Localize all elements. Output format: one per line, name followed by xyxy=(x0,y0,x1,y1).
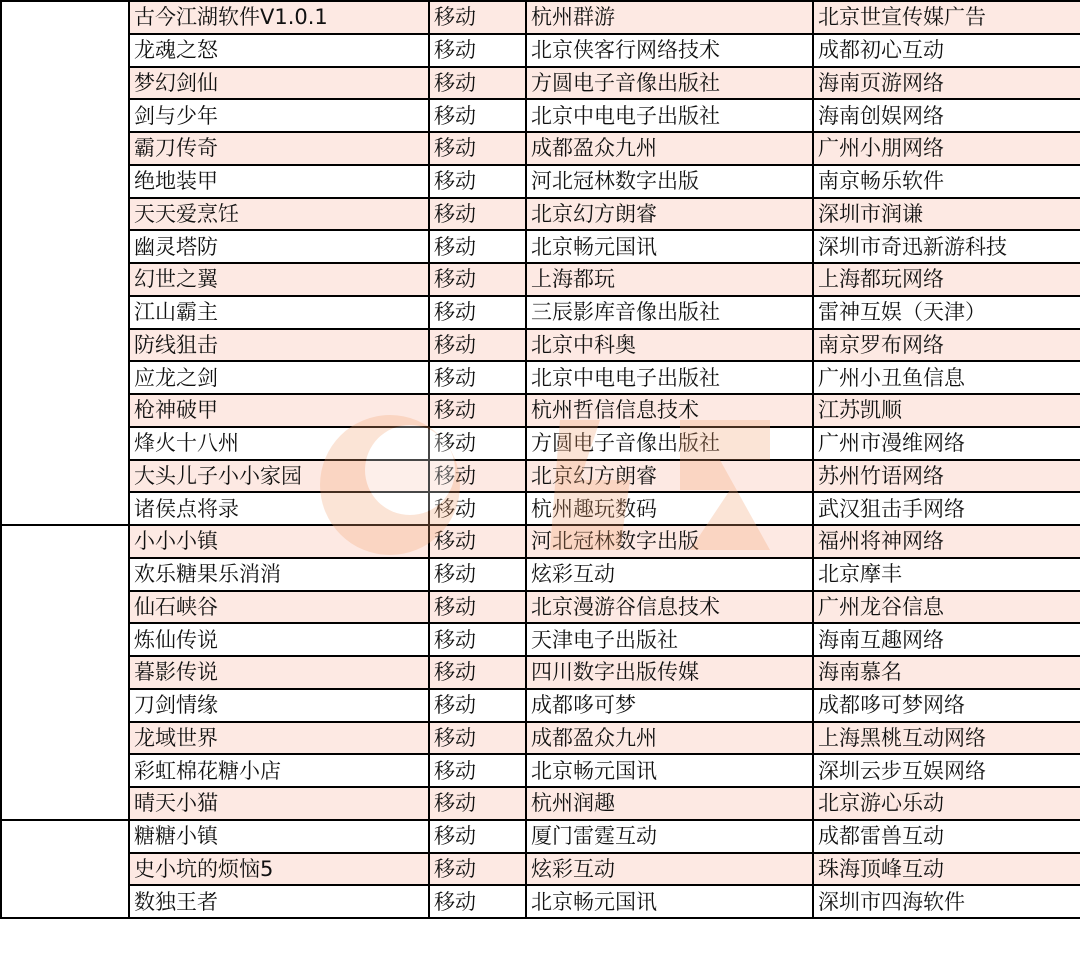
table-row xyxy=(1,656,1080,689)
operator-cell[interactable]: 北京摩丰 xyxy=(813,558,1080,591)
platform-cell[interactable]: 移动 xyxy=(429,99,526,132)
publisher-cell[interactable]: 成都盈众九州 xyxy=(526,132,813,165)
platform-cell[interactable]: 移动 xyxy=(429,460,526,493)
platform-cell[interactable]: 移动 xyxy=(429,656,526,689)
publisher-cell[interactable]: 杭州趣玩数码 xyxy=(526,492,813,525)
publisher-cell[interactable]: 北京畅元国讯 xyxy=(526,754,813,787)
operator-cell[interactable]: 上海黑桃互动网络 xyxy=(813,722,1080,755)
publisher-cell[interactable]: 成都盈众九州 xyxy=(526,722,813,755)
publisher-cell[interactable]: 三辰影库音像出版社 xyxy=(526,296,813,329)
publisher-cell[interactable]: 炫彩互动 xyxy=(526,558,813,591)
operator-cell[interactable]: 武汉狙击手网络 xyxy=(813,492,1080,525)
table-row xyxy=(1,525,1080,558)
platform-cell[interactable]: 移动 xyxy=(429,394,526,427)
game-name-cell[interactable]: 糖糖小镇 xyxy=(129,820,429,853)
operator-cell[interactable]: 北京世宣传媒广告 xyxy=(813,1,1080,34)
table-row xyxy=(1,689,1080,722)
game-name-cell[interactable]: 刀剑情缘 xyxy=(129,689,429,722)
publisher-cell[interactable]: 北京幻方朗睿 xyxy=(526,460,813,493)
platform-cell[interactable]: 移动 xyxy=(429,787,526,820)
operator-cell[interactable]: 海南页游网络 xyxy=(813,67,1080,100)
operator-cell[interactable]: 雷神互娱（天津） xyxy=(813,296,1080,329)
game-name-cell[interactable]: 小小小镇 xyxy=(129,525,429,558)
game-name-cell[interactable]: 幻世之翼 xyxy=(129,263,429,296)
game-name-cell[interactable]: 数独王者 xyxy=(129,885,429,918)
publisher-cell[interactable]: 北京畅元国讯 xyxy=(526,230,813,263)
game-name-cell[interactable]: 欢乐糖果乐消消 xyxy=(129,558,429,591)
game-name-cell[interactable]: 幽灵塔防 xyxy=(129,230,429,263)
operator-cell[interactable]: 南京罗布网络 xyxy=(813,329,1080,362)
publisher-cell[interactable]: 厦门雷霆互动 xyxy=(526,820,813,853)
publisher-cell[interactable]: 四川数字出版传媒 xyxy=(526,656,813,689)
publisher-cell[interactable]: 上海都玩 xyxy=(526,263,813,296)
platform-cell[interactable]: 移动 xyxy=(429,296,526,329)
table-row xyxy=(1,460,1080,493)
publisher-cell[interactable]: 成都哆可梦 xyxy=(526,689,813,722)
game-name-cell[interactable]: 彩虹棉花糖小店 xyxy=(129,754,429,787)
table-row xyxy=(1,99,1080,132)
game-name-cell[interactable]: 史小坑的烦恼5 xyxy=(129,853,429,886)
table-row xyxy=(1,853,1080,886)
platform-cell[interactable]: 移动 xyxy=(429,623,526,656)
table-row xyxy=(1,885,1080,918)
operator-cell[interactable]: 成都哆可梦网络 xyxy=(813,689,1080,722)
operator-cell[interactable]: 成都雷兽互动 xyxy=(813,820,1080,853)
table-row xyxy=(1,329,1080,362)
group-cell[interactable] xyxy=(1,1,129,525)
operator-cell[interactable]: 海南慕名 xyxy=(813,656,1080,689)
publisher-cell[interactable]: 杭州哲信信息技术 xyxy=(526,394,813,427)
table-row xyxy=(1,558,1080,591)
operator-cell[interactable]: 深圳市润谦 xyxy=(813,198,1080,231)
platform-cell[interactable]: 移动 xyxy=(429,853,526,886)
operator-cell[interactable]: 深圳云步互娱网络 xyxy=(813,754,1080,787)
table-row xyxy=(1,361,1080,394)
publisher-cell[interactable]: 北京中科奥 xyxy=(526,329,813,362)
table-row xyxy=(1,394,1080,427)
operator-cell[interactable]: 广州小丑鱼信息 xyxy=(813,361,1080,394)
game-name-cell[interactable]: 枪神破甲 xyxy=(129,394,429,427)
operator-cell[interactable]: 南京畅乐软件 xyxy=(813,165,1080,198)
operator-cell[interactable]: 海南创娱网络 xyxy=(813,99,1080,132)
platform-cell[interactable]: 移动 xyxy=(429,591,526,624)
table-row xyxy=(1,492,1080,525)
table-row xyxy=(1,67,1080,100)
table-row xyxy=(1,427,1080,460)
publisher-cell[interactable]: 河北冠林数字出版 xyxy=(526,165,813,198)
platform-cell[interactable]: 移动 xyxy=(429,198,526,231)
table-row xyxy=(1,623,1080,656)
game-name-cell[interactable]: 江山霸主 xyxy=(129,296,429,329)
publisher-cell[interactable]: 天津电子出版社 xyxy=(526,623,813,656)
game-name-cell[interactable]: 炼仙传说 xyxy=(129,623,429,656)
platform-cell[interactable]: 移动 xyxy=(429,230,526,263)
game-name-cell[interactable]: 龙域世界 xyxy=(129,722,429,755)
game-name-cell[interactable]: 晴天小猫 xyxy=(129,787,429,820)
operator-cell[interactable]: 珠海顶峰互动 xyxy=(813,853,1080,886)
table-row xyxy=(1,263,1080,296)
operator-cell[interactable]: 广州市漫维网络 xyxy=(813,427,1080,460)
table-row xyxy=(1,722,1080,755)
table-row xyxy=(1,787,1080,820)
table-row xyxy=(1,165,1080,198)
platform-cell[interactable]: 移动 xyxy=(429,361,526,394)
publisher-cell[interactable]: 河北冠林数字出版 xyxy=(526,525,813,558)
game-name-cell[interactable]: 剑与少年 xyxy=(129,99,429,132)
platform-cell[interactable]: 移动 xyxy=(429,34,526,67)
game-name-cell[interactable]: 烽火十八州 xyxy=(129,427,429,460)
game-name-cell[interactable]: 诸侯点将录 xyxy=(129,492,429,525)
platform-cell[interactable]: 移动 xyxy=(429,1,526,34)
platform-cell[interactable]: 移动 xyxy=(429,492,526,525)
table-row xyxy=(1,296,1080,329)
operator-cell[interactable]: 深圳市四海软件 xyxy=(813,885,1080,918)
platform-cell[interactable]: 移动 xyxy=(429,329,526,362)
table-row xyxy=(1,820,1080,853)
operator-cell[interactable]: 海南互趣网络 xyxy=(813,623,1080,656)
platform-cell[interactable]: 移动 xyxy=(429,132,526,165)
operator-cell[interactable]: 苏州竹语网络 xyxy=(813,460,1080,493)
game-name-cell[interactable]: 古今江湖软件V1.0.1 xyxy=(129,1,429,34)
publisher-cell[interactable]: 方圆电子音像出版社 xyxy=(526,427,813,460)
operator-cell[interactable]: 成都初心互动 xyxy=(813,34,1080,67)
operator-cell[interactable]: 上海都玩网络 xyxy=(813,263,1080,296)
game-name-cell[interactable]: 应龙之剑 xyxy=(129,361,429,394)
game-name-cell[interactable]: 天天爱烹饪 xyxy=(129,198,429,231)
operator-cell[interactable]: 北京游心乐动 xyxy=(813,787,1080,820)
game-name-cell[interactable]: 仙石峡谷 xyxy=(129,591,429,624)
table-row xyxy=(1,591,1080,624)
platform-cell[interactable]: 移动 xyxy=(429,722,526,755)
table-row xyxy=(1,754,1080,787)
group-cell[interactable] xyxy=(1,820,129,918)
publisher-cell[interactable]: 杭州群游 xyxy=(526,1,813,34)
publisher-cell[interactable]: 炫彩互动 xyxy=(526,853,813,886)
table-row xyxy=(1,230,1080,263)
publisher-cell[interactable]: 方圆电子音像出版社 xyxy=(526,67,813,100)
group-cell[interactable] xyxy=(1,525,129,820)
platform-cell[interactable]: 移动 xyxy=(429,67,526,100)
game-name-cell[interactable]: 龙魂之怒 xyxy=(129,34,429,67)
game-name-cell[interactable]: 梦幻剑仙 xyxy=(129,67,429,100)
publisher-cell[interactable]: 北京中电电子出版社 xyxy=(526,361,813,394)
platform-cell[interactable]: 移动 xyxy=(429,689,526,722)
table-row xyxy=(1,34,1080,67)
game-name-cell[interactable]: 防线狙击 xyxy=(129,329,429,362)
platform-cell[interactable]: 移动 xyxy=(429,525,526,558)
publisher-cell[interactable]: 北京漫游谷信息技术 xyxy=(526,591,813,624)
platform-cell[interactable]: 移动 xyxy=(429,820,526,853)
operator-cell[interactable]: 广州小朋网络 xyxy=(813,132,1080,165)
platform-cell[interactable]: 移动 xyxy=(429,558,526,591)
table-row xyxy=(1,1,1080,34)
platform-cell[interactable]: 移动 xyxy=(429,885,526,918)
publisher-cell[interactable]: 杭州润趣 xyxy=(526,787,813,820)
platform-cell[interactable]: 移动 xyxy=(429,165,526,198)
table-row xyxy=(1,198,1080,231)
platform-cell[interactable]: 移动 xyxy=(429,263,526,296)
game-name-cell[interactable]: 绝地装甲 xyxy=(129,165,429,198)
publisher-cell[interactable]: 北京侠客行网络技术 xyxy=(526,34,813,67)
operator-cell[interactable]: 广州龙谷信息 xyxy=(813,591,1080,624)
game-name-cell[interactable]: 霸刀传奇 xyxy=(129,132,429,165)
game-name-cell[interactable]: 大头儿子小小家园 xyxy=(129,460,429,493)
platform-cell[interactable]: 移动 xyxy=(429,427,526,460)
publisher-cell[interactable]: 北京畅元国讯 xyxy=(526,885,813,918)
table-row xyxy=(1,132,1080,165)
operator-cell[interactable]: 江苏凯顺 xyxy=(813,394,1080,427)
publisher-cell[interactable]: 北京幻方朗睿 xyxy=(526,198,813,231)
platform-cell[interactable]: 移动 xyxy=(429,754,526,787)
operator-cell[interactable]: 深圳市奇迅新游科技 xyxy=(813,230,1080,263)
game-name-cell[interactable]: 暮影传说 xyxy=(129,656,429,689)
operator-cell[interactable]: 福州将神网络 xyxy=(813,525,1080,558)
publisher-cell[interactable]: 北京中电电子出版社 xyxy=(526,99,813,132)
